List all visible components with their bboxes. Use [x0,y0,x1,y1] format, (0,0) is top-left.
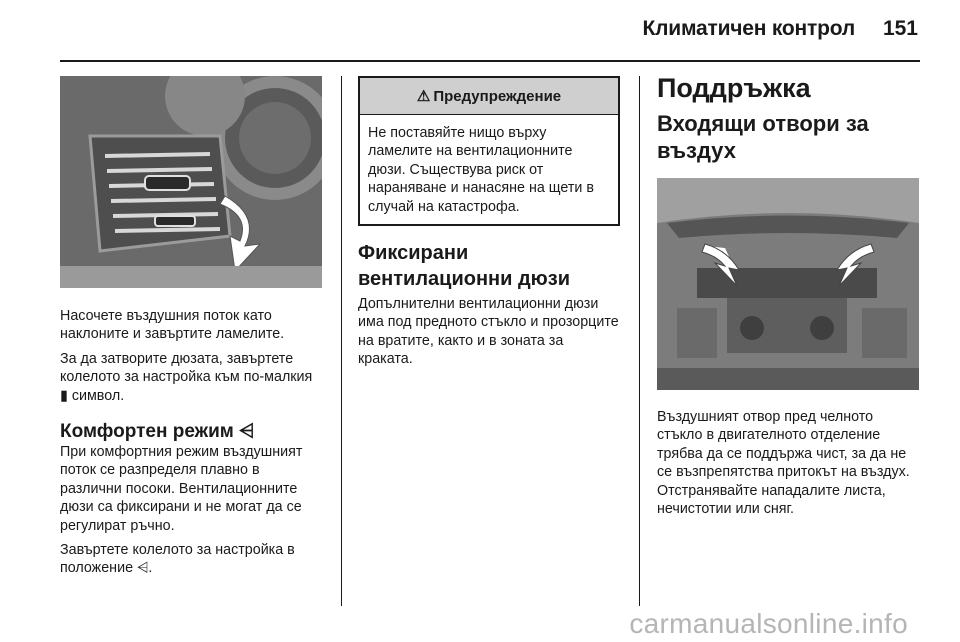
left-para-2: За да затворите дюзата, завъртете колелото за настройка към по-малкия ▮ символ. [60,350,313,404]
left-column [60,76,322,578]
warning-text: Не поставяйте нищо върху ламелите на вентилационните дюзи. Съществува риск от нараняване и нанасяне на щети в случай на катастрофа. [368,125,594,215]
right-para: Въздушният отвор пред челното стъкло в двигателното отделение трябва да се поддържа чист, за да не се възпрепятства притокът на въздух. Отстранявайте нападалите листа, нечистотии или сняг. [657,409,910,518]
warning-box [358,76,620,226]
middle-column [358,76,620,369]
column-divider-1 [341,76,342,606]
page-title: Климатичен контрол [642,17,855,40]
engine-bay-illustration [657,178,919,390]
warning-title: Предупреждение [433,87,562,105]
middle-para: Допълнителни вентилационни дюзи има под предното стъкло и прозорците на вратите, както и в зоната за краката. [358,296,619,368]
left-para-3: При комфортния режим въздушният поток се разпределя плавно в различни посоки. Вентилационните дюзи са фиксирани и не могат да се регулират ръчно. [60,444,303,534]
right-column [657,72,919,518]
maintenance-heading: Поддръжка [657,73,811,103]
page-number: 151 [882,17,918,40]
air-intake-heading: Входящи отвори за въздух [657,111,869,163]
watermark: carmanualsonline.info [629,608,908,639]
header-rule [60,60,920,62]
warning-icon: ⚠ [416,88,431,105]
comfort-mode-heading: Комфортен режим ⩤ [60,421,255,443]
left-para-4: Завъртете колелото за настройка в положение ⩤. [60,542,295,577]
column-divider-2 [639,76,640,606]
left-para-1: Насочете въздушния поток като наклоните и завъртите ламелите. [60,308,285,343]
vent-illustration-svg [60,76,322,288]
page-header [0,0,960,60]
vent-illustration [60,76,322,288]
fixed-vents-heading: Фиксирани вентилационни дюзи [358,242,570,291]
warning-header [360,78,618,115]
engine-bay-svg [657,178,919,390]
